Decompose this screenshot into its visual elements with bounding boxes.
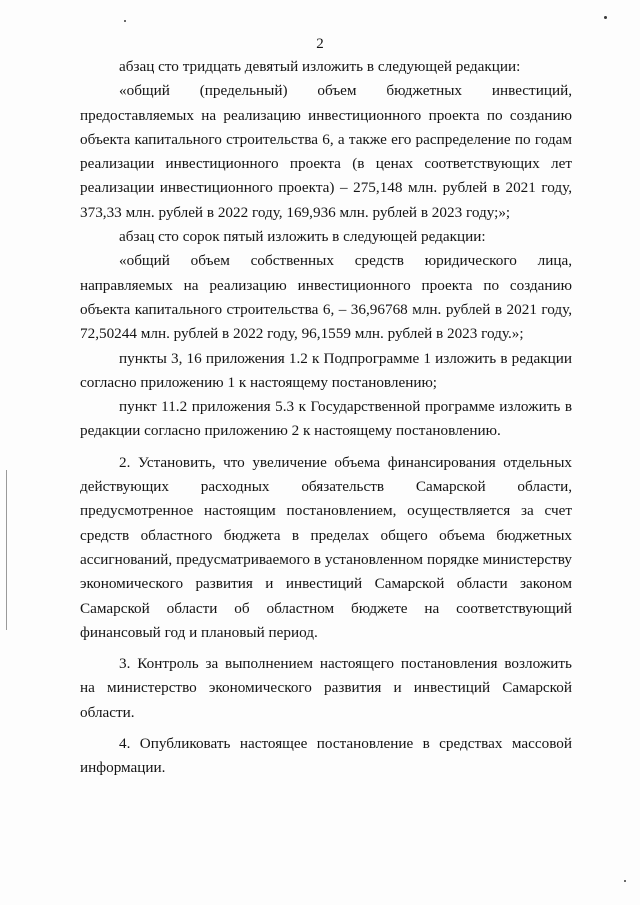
paragraph-investment-volume: «общий (предельный) объем бюджетных инвестиций, предоставляемых на реализацию инвестиционного проекта по созданию объекта капитального строительства 6, а также его распределение по годам реализации инвестиционного проекта (в ценах соответствующих лет реализации инвестиционного проекта) – 275,148 млн. рублей в 2021 году, 373,33 млн. рублей в 2022 году, 169,936 млн. рублей в 2023 году;»; [80, 82, 572, 221]
paragraph-item-3: 3. Контроль за выполнением настоящего постановления возложить на министерство экономического развития и инвестиций Самарской области. [80, 655, 572, 721]
scan-speck [604, 16, 607, 19]
paragraph-point-11-2: пункт 11.2 приложения 5.3 к Государственной программе изложить в редакции согласно приложению 2 к настоящему постановлению. [80, 398, 572, 440]
paragraph-item-2: 2. Установить, что увеличение объема финансирования отдельных действующих расходных обязательств Самарской области, предусмотренное настоящим постановлением, осуществляется за счет средств областного бюджета в пределах общего объема бюджетных ассигнований, предусматриваемого в установленном порядке министерству экономического развития и инвестиций Самарской области законом Самарской области об областном бюджете на соответствующий финансовый год и плановый период. [80, 453, 572, 641]
scan-speck [124, 20, 126, 22]
paragraph-abzac-139: абзац сто тридцать девятый изложить в следующей редакции: [119, 58, 521, 75]
document-body [80, 55, 572, 781]
scan-edge-line [6, 470, 7, 630]
paragraph-points-3-16: пункты 3, 16 приложения 1.2 к Подпрограмме 1 изложить в редакции согласно приложению 1 к настоящему постановлению; [80, 349, 572, 391]
paragraph-item-4: 4. Опубликовать настоящее постановление в средствах массовой информации. [80, 735, 572, 777]
paragraph-own-funds: «общий объем собственных средств юридического лица, направляемых на реализацию инвестиционного проекта по созданию объекта капитального строительства 6, – 36,96768 млн. рублей в 2021 году, 72,50244 млн. рублей в 2022 году, 96,1559 млн. рублей в 2023 году.»; [80, 252, 572, 343]
paragraph-abzac-145: абзац сто сорок пятый изложить в следующей редакции: [119, 228, 486, 246]
page-number: 2 [316, 36, 324, 52]
scan-speck [624, 880, 626, 882]
